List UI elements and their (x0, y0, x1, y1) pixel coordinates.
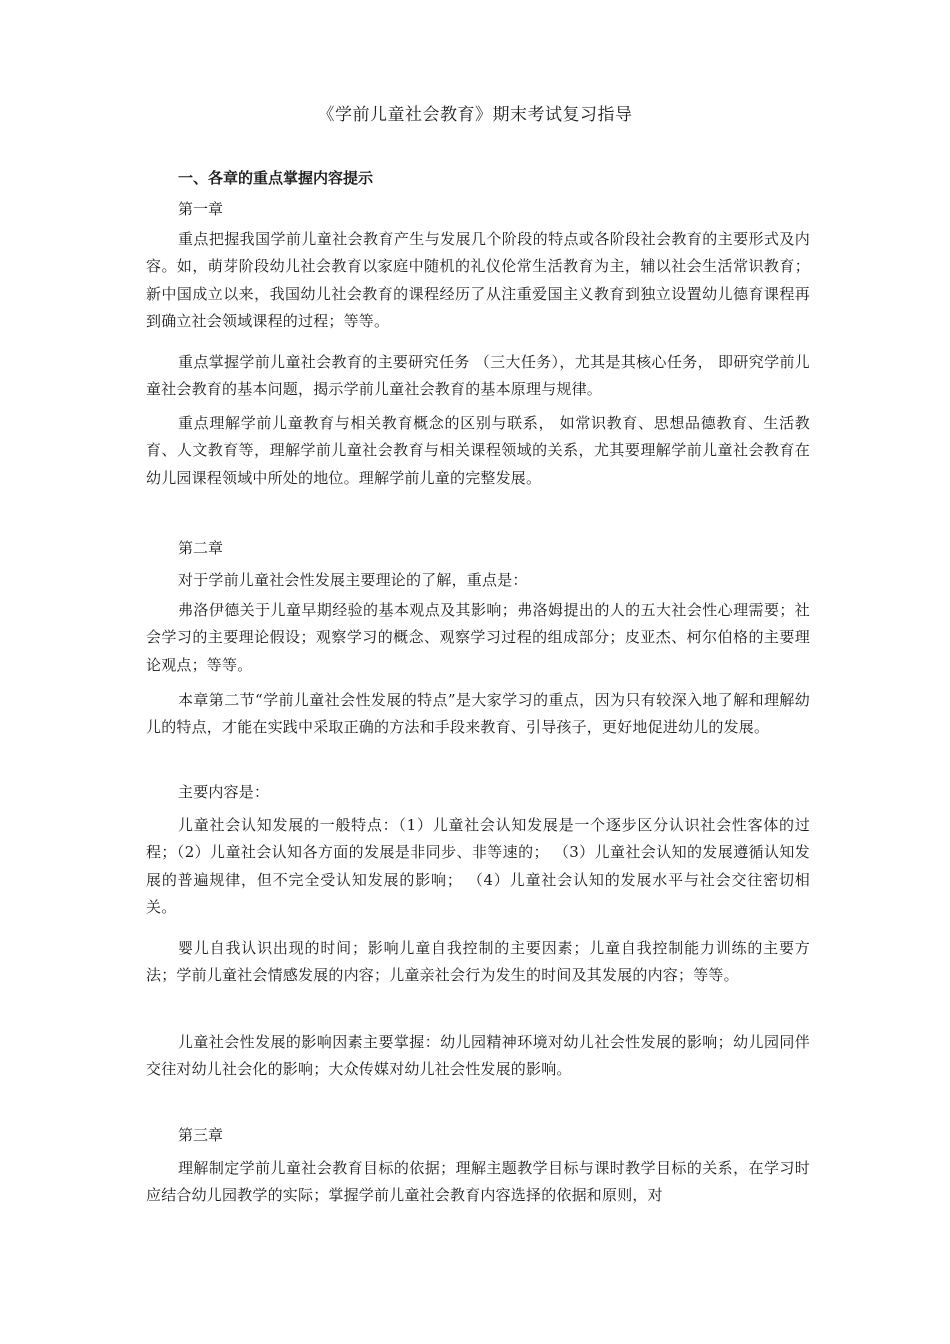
chapter-2-label: 第二章 (178, 539, 224, 557)
chapter-1-label: 第一章 (178, 200, 224, 218)
chapter-3-label: 第三章 (178, 1126, 224, 1144)
chapter-2-paragraph-2: 弗洛伊德关于儿童早期经验的基本观点及其影响；弗洛姆提出的人的五大社会性心理需要；社会学习的主要理论假设；观察学习的概念、观察学习过程的组成部分；皮亚杰、柯尔伯格的主要理论观点；等等。 (146, 601, 810, 674)
chapter-3-paragraph-1: 理解制定学前儿童社会教育目标的依据；理解主题教学目标与课时教学目标的关系，在学习时应结合幼儿园教学的实际；掌握学前儿童社会教育内容选择的依据和原则，对 (146, 1159, 810, 1205)
chapter-2-paragraph-6: 婴儿自我认识出现的时间；影响儿童自我控制的主要因素；儿童自我控制能力训练的主要方法；学前儿童社会情感发展的内容；儿童亲社会行为发生的时间及其发展的内容；等等。 (146, 939, 810, 985)
chapter-2-paragraph-4: 主要内容是： (178, 783, 270, 801)
chapter-2-paragraph-5: 儿童社会认知发展的一般特点：（1）儿童社会认知发展是一个逐步区分认识社会性客体的过程；（2）儿童社会认知各方面的发展是非同步、非等速的； （3）儿童社会认知的发展遵循认知发展的普遍规律，但不完全受认知发展的影响； （4）儿童社会认知的发展水平与社会交往密切相关。 (146, 816, 810, 916)
chapter-2-paragraph-1: 对于学前儿童社会性发展主要理论的了解，重点是： (178, 571, 528, 589)
chapter-1-paragraph-1: 重点把握我国学前儿童社会教育产生与发展几个阶段的特点或各阶段社会教育的主要形式及内容。如，萌芽阶段幼儿社会教育以家庭中随机的礼仪伦常生活教育为主，辅以社会生活常识教育；新中国成立以来，我国幼儿社会教育的课程经历了从注重爱国主义教育到独立设置幼儿德育课程再到确立社会领域课程的过程；等等。 (146, 230, 810, 330)
document-title: 《学前儿童社会教育》期末考试复习指导 (317, 105, 633, 125)
chapter-1-paragraph-2: 重点掌握学前儿童社会教育的主要研究任务 （三大任务），尤其是其核心任务， 即研究学前儿童社会教育的基本问题，揭示学前儿童社会教育的基本原理与规律。 (146, 353, 810, 399)
chapter-1-paragraph-3: 重点理解学前儿童教育与相关教育概念的区别与联系， 如常识教育、思想品德教育、生活教育、人文教育等，理解学前儿童社会教育与相关课程领域的关系，尤其要理解学前儿童社会教育在幼儿园课程领域中所处的地位。理解学前儿童的完整发展。 (146, 414, 810, 487)
chapter-2-paragraph-3: 本章第二节“学前儿童社会性发展的特点”是大家学习的重点，因为只有较深入地了解和理解幼儿的特点，才能在实践中采取正确的方法和手段来教育、引导孩子，更好地促进幼儿的发展。 (146, 691, 810, 737)
chapter-2-paragraph-7: 儿童社会性发展的影响因素主要掌握：幼儿园精神环境对幼儿社会性发展的影响；幼儿园同伴交往对幼儿社会化的影响；大众传媒对幼儿社会性发展的影响。 (146, 1033, 810, 1079)
section-heading: 一、各章的重点掌握内容提示 (178, 169, 374, 187)
